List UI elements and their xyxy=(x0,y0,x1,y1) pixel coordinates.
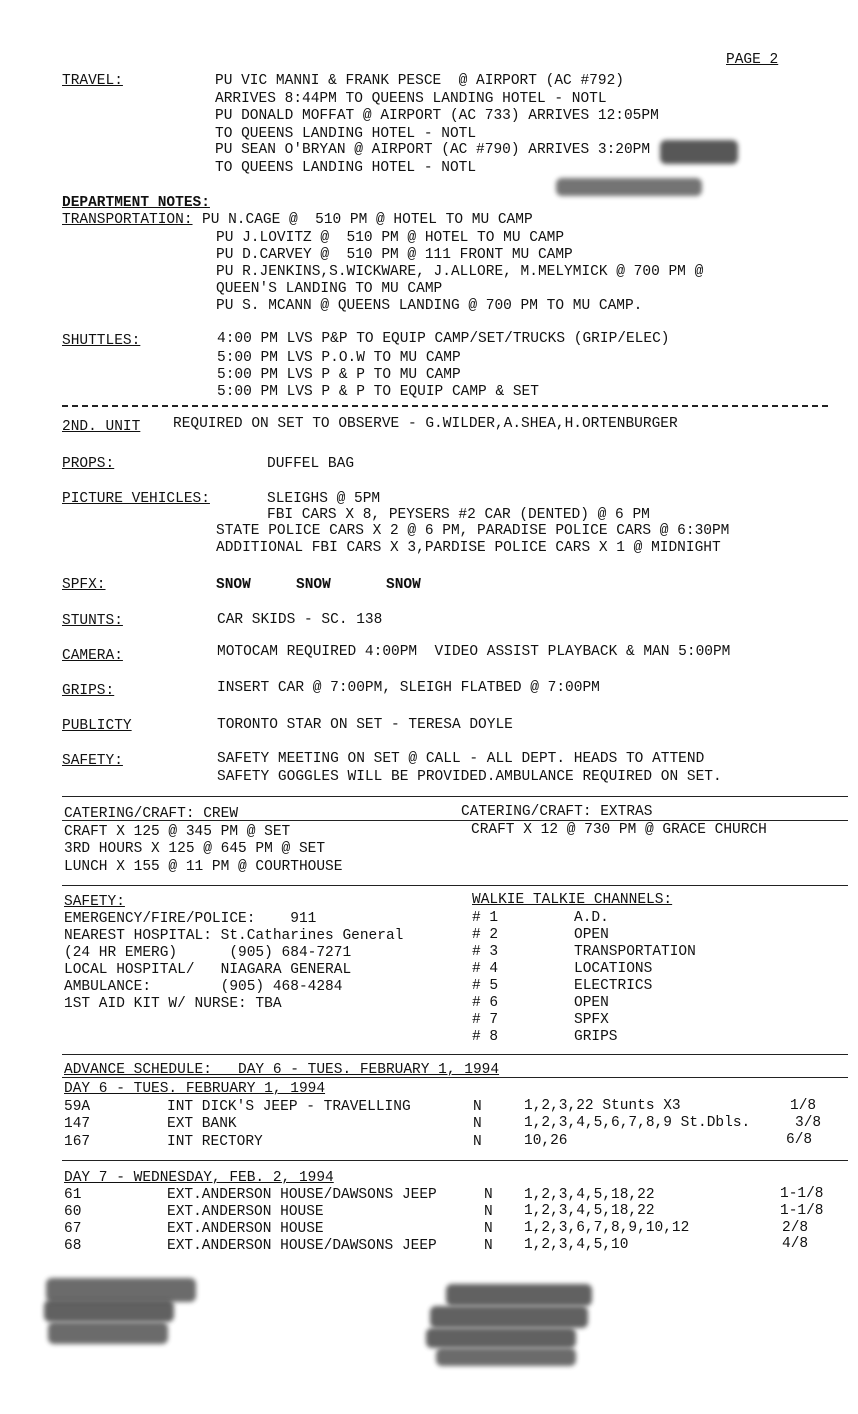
smudged-stamp xyxy=(48,1322,168,1344)
transportation-line: PU N.CAGE @ 510 PM @ HOTEL TO MU CAMP xyxy=(202,212,533,228)
section-divider xyxy=(62,1054,848,1055)
catering-crew-line: LUNCH X 155 @ 11 PM @ COURTHOUSE xyxy=(64,859,343,875)
page-count: 6/8 xyxy=(786,1132,813,1148)
scene-number: 60 xyxy=(64,1204,82,1220)
catering-heading-rule xyxy=(62,820,848,821)
day-night: N xyxy=(473,1134,482,1150)
transportation-line: PU S. MCANN @ QUEENS LANDING @ 700 PM TO MU CAMP. xyxy=(216,298,643,314)
channel-number: # 8 xyxy=(472,1029,499,1045)
transportation-label: TRANSPORTATION: xyxy=(62,212,193,228)
scene-number: 68 xyxy=(64,1238,82,1254)
page-count: 3/8 xyxy=(795,1115,822,1131)
safety-info-line: EMERGENCY/FIRE/POLICE: 911 xyxy=(64,911,317,927)
cast-list: 1,2,3,22 Stunts X3 xyxy=(524,1098,681,1114)
day-night: N xyxy=(484,1204,493,1220)
travel-line: PU SEAN O'BRYAN @ AIRPORT (AC #790) ARRIVES 3:20PM xyxy=(215,142,651,158)
camera-text: MOTOCAM REQUIRED 4:00PM VIDEO ASSIST PLAYBACK & MAN 5:00PM xyxy=(217,644,731,660)
scene-description: INT DICK'S JEEP - TRAVELLING xyxy=(167,1099,411,1115)
day-title: DAY 7 - WEDNESDAY, FEB. 2, 1994 xyxy=(64,1170,334,1186)
safety-info-line: LOCAL HOSPITAL/ NIAGARA GENERAL xyxy=(64,962,352,978)
cast-list: 1,2,3,4,5,6,7,8,9 St.Dbls. xyxy=(524,1115,751,1131)
scene-description: EXT.ANDERSON HOUSE xyxy=(167,1221,324,1237)
page-count: 1/8 xyxy=(790,1098,817,1114)
shuttle-line: 4:00 PM LVS P&P TO EQUIP CAMP/SET/TRUCKS (GRIP/ELEC) xyxy=(217,331,670,347)
picture-vehicles-line: STATE POLICE CARS X 2 @ 6 PM, PARADISE POLICE CARS @ 6:30PM xyxy=(216,523,730,539)
channel-number: # 4 xyxy=(472,961,499,977)
scene-description: EXT.ANDERSON HOUSE/DAWSONS JEEP xyxy=(167,1238,437,1254)
cast-list: 1,2,3,4,5,18,22 xyxy=(524,1203,655,1219)
channel-number: # 2 xyxy=(472,927,499,943)
safety-note-line: SAFETY GOGGLES WILL BE PROVIDED.AMBULANCE REQUIRED ON SET. xyxy=(217,769,722,785)
channel-name: SPFX xyxy=(574,1012,609,1028)
smudged-stamp xyxy=(446,1284,592,1306)
safety-info-heading: SAFETY: xyxy=(64,894,125,910)
day-title: DAY 6 - TUES. FEBRUARY 1, 1994 xyxy=(64,1081,326,1097)
stunts-text: CAR SKIDS - SC. 138 xyxy=(217,612,383,628)
safety-info-line: 1ST AID KIT W/ NURSE: TBA xyxy=(64,996,282,1012)
day-night: N xyxy=(484,1187,493,1203)
channel-name: GRIPS xyxy=(574,1029,618,1045)
safety-info-line: (24 HR EMERG) (905) 684-7271 xyxy=(64,945,352,961)
scene-number: 59A xyxy=(64,1099,91,1115)
spfx-label: SPFX: xyxy=(62,577,106,593)
day-night: N xyxy=(484,1221,493,1237)
channel-name: A.D. xyxy=(574,910,609,926)
travel-line: PU DONALD MOFFAT @ AIRPORT (AC 733) ARRIVES 12:05PM xyxy=(215,108,659,124)
second-unit-label: 2ND. UNIT xyxy=(62,419,141,435)
transportation-line: PU R.JENKINS,S.WICKWARE, J.ALLORE, M.MELYMICK @ 700 PM @ xyxy=(216,264,704,280)
transportation-line: QUEEN'S LANDING TO MU CAMP xyxy=(216,281,443,297)
day-night: N xyxy=(484,1238,493,1254)
channel-number: # 1 xyxy=(472,910,499,926)
cast-list: 1,2,3,4,5,18,22 xyxy=(524,1187,655,1203)
shuttle-line: 5:00 PM LVS P & P TO MU CAMP xyxy=(217,367,461,383)
redaction-smudge xyxy=(660,140,738,164)
publicity-text: TORONTO STAR ON SET - TERESA DOYLE xyxy=(217,717,513,733)
channel-name: ELECTRICS xyxy=(574,978,653,994)
schedule-heading-rule xyxy=(62,1077,848,1078)
catering-extras-heading: CATERING/CRAFT: EXTRAS xyxy=(461,804,653,820)
cast-list: 10,26 xyxy=(524,1133,568,1149)
smudged-stamp xyxy=(426,1328,576,1348)
grips-text: INSERT CAR @ 7:00PM, SLEIGH FLATBED @ 7:00PM xyxy=(217,680,600,696)
day-night: N xyxy=(473,1116,482,1132)
advance-schedule-heading: ADVANCE SCHEDULE: DAY 6 - TUES. FEBRUARY 1, 1994 xyxy=(64,1062,500,1078)
scene-description: EXT BANK xyxy=(167,1116,237,1132)
shuttle-line: 5:00 PM LVS P.O.W TO MU CAMP xyxy=(217,350,461,366)
redaction-smudge xyxy=(556,178,702,196)
scene-description: EXT.ANDERSON HOUSE xyxy=(167,1204,324,1220)
spfx-item: SNOW xyxy=(216,577,251,593)
shuttles-label: SHUTTLES: xyxy=(62,333,141,349)
channel-name: TRANSPORTATION xyxy=(574,944,696,960)
travel-line: TO QUEENS LANDING HOTEL - NOTL xyxy=(215,160,477,176)
second-unit-text: REQUIRED ON SET TO OBSERVE - G.WILDER,A.SHEA,H.ORTENBURGER xyxy=(173,416,678,432)
smudged-stamp xyxy=(436,1348,576,1366)
dashed-divider xyxy=(62,405,828,407)
channel-number: # 6 xyxy=(472,995,499,1011)
scene-number: 61 xyxy=(64,1187,82,1203)
picture-vehicles-line: SLEIGHS @ 5PM xyxy=(267,491,381,507)
spfx-item: SNOW xyxy=(296,577,331,593)
channel-name: LOCATIONS xyxy=(574,961,653,977)
travel-label: TRAVEL: xyxy=(62,73,123,89)
transportation-line: PU D.CARVEY @ 510 PM @ 111 FRONT MU CAMP xyxy=(216,247,573,263)
scene-number: 67 xyxy=(64,1221,82,1237)
scene-number: 147 xyxy=(64,1116,91,1132)
spfx-item: SNOW xyxy=(386,577,421,593)
catering-extras-line: CRAFT X 12 @ 730 PM @ GRACE CHURCH xyxy=(471,822,767,838)
picture-vehicles-label: PICTURE VEHICLES: xyxy=(62,491,210,507)
scene-number: 167 xyxy=(64,1134,91,1150)
smudged-stamp xyxy=(44,1300,174,1322)
section-divider xyxy=(62,1160,848,1161)
page-count: 2/8 xyxy=(782,1220,809,1236)
section-divider xyxy=(62,796,848,797)
picture-vehicles-line: ADDITIONAL FBI CARS X 3,PARDISE POLICE CARS X 1 @ MIDNIGHT xyxy=(216,540,721,556)
page-count: 1-1/8 xyxy=(780,1186,824,1202)
channel-name: OPEN xyxy=(574,995,609,1011)
channel-number: # 5 xyxy=(472,978,499,994)
grips-label: GRIPS: xyxy=(62,683,115,699)
shuttle-line: 5:00 PM LVS P & P TO EQUIP CAMP & SET xyxy=(217,384,539,400)
picture-vehicles-line: FBI CARS X 8, PEYSERS #2 CAR (DENTED) @ 6 PM xyxy=(267,507,650,523)
page-number: PAGE 2 xyxy=(726,52,779,68)
channel-number: # 3 xyxy=(472,944,499,960)
cast-list: 1,2,3,6,7,8,9,10,12 xyxy=(524,1220,690,1236)
scene-description: EXT.ANDERSON HOUSE/DAWSONS JEEP xyxy=(167,1187,437,1203)
stunts-label: STUNTS: xyxy=(62,613,123,629)
travel-line: TO QUEENS LANDING HOTEL - NOTL xyxy=(215,126,477,142)
cast-list: 1,2,3,4,5,10 xyxy=(524,1237,629,1253)
day-night: N xyxy=(473,1099,482,1115)
page-count: 4/8 xyxy=(782,1236,809,1252)
safety-info-line: AMBULANCE: (905) 468-4284 xyxy=(64,979,343,995)
camera-label: CAMERA: xyxy=(62,648,123,664)
props-text: DUFFEL BAG xyxy=(267,456,355,472)
catering-crew-line: CRAFT X 125 @ 345 PM @ SET xyxy=(64,824,291,840)
smudged-stamp xyxy=(430,1306,588,1328)
smudged-stamp xyxy=(46,1278,196,1302)
safety-note-label: SAFETY: xyxy=(62,753,123,769)
transportation-line: PU J.LOVITZ @ 510 PM @ HOTEL TO MU CAMP xyxy=(216,230,565,246)
safety-note-line: SAFETY MEETING ON SET @ CALL - ALL DEPT. HEADS TO ATTEND xyxy=(217,751,705,767)
catering-crew-heading: CATERING/CRAFT: CREW xyxy=(64,806,239,822)
travel-line: ARRIVES 8:44PM TO QUEENS LANDING HOTEL - NOTL xyxy=(215,91,607,107)
section-divider xyxy=(62,885,848,886)
safety-info-line: NEAREST HOSPITAL: St.Catharines General xyxy=(64,928,404,944)
publicity-label: PUBLICTY xyxy=(62,718,132,734)
channel-name: OPEN xyxy=(574,927,609,943)
scene-description: INT RECTORY xyxy=(167,1134,263,1150)
catering-crew-line: 3RD HOURS X 125 @ 645 PM @ SET xyxy=(64,841,326,857)
channel-number: # 7 xyxy=(472,1012,499,1028)
page-count: 1-1/8 xyxy=(780,1203,824,1219)
walkie-talkie-heading: WALKIE TALKIE CHANNELS: xyxy=(472,892,673,908)
travel-line: PU VIC MANNI & FRANK PESCE @ AIRPORT (AC #792) xyxy=(215,73,624,89)
department-notes-heading: DEPARTMENT NOTES: xyxy=(62,195,210,211)
props-label: PROPS: xyxy=(62,456,115,472)
